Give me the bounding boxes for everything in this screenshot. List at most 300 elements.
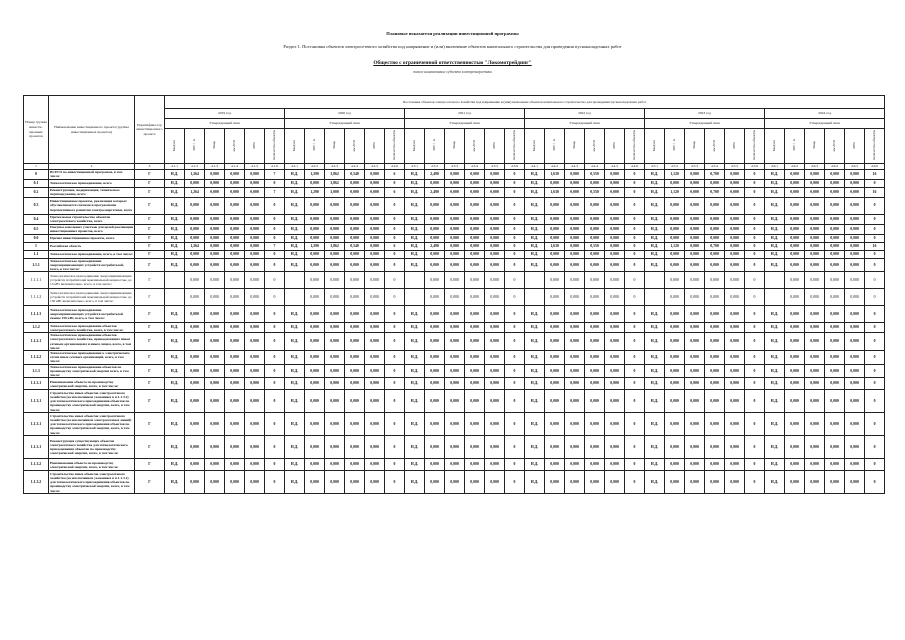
row-value: [405, 272, 425, 289]
row-project-id: Г: [135, 364, 165, 378]
row-value: 0,000: [825, 214, 845, 224]
row-value: 0,000: [705, 289, 725, 306]
row-value: 0,000: [325, 390, 345, 413]
row-value: 6: [385, 242, 405, 250]
row-project-name: Строительство иных объектов электросетевого хозяйства (за исключением указанных в п.1.1.3.1) для технологического присоединения объектов по производству электрической энергии, всего, в том числе:: [49, 471, 135, 494]
row-value: 6: [385, 169, 405, 179]
row-value: 0: [745, 234, 765, 242]
row-value: 0,000: [205, 169, 225, 179]
row-value: 0,000: [665, 289, 685, 306]
row-value: 0: [385, 306, 405, 323]
row-value: 0,550: [585, 169, 605, 179]
row-value: 0,000: [425, 258, 445, 272]
header-objects-count: [865, 129, 885, 164]
row-number: 1.1.1.3: [24, 306, 49, 323]
row-value: 0,000: [185, 306, 205, 323]
row-number: 1.1.3.2: [24, 459, 49, 471]
row-value: 0,000: [345, 459, 365, 471]
row-value: Н.Д.: [645, 333, 665, 351]
header-subcol-text: Мвар: [452, 141, 457, 149]
header-subcol: [225, 129, 245, 164]
row-value: 1,120: [665, 242, 685, 250]
row-value: 0,700: [705, 242, 725, 250]
row-value: 0,000: [565, 459, 585, 471]
row-value: 0,000: [685, 242, 705, 250]
row-value: Н.Д.: [285, 214, 305, 224]
row-value: 0: [625, 187, 645, 197]
row-value: 16: [865, 169, 885, 179]
row-project-name: Инвестиционные проекты, реализация которых обуславливается схемами и программами перспективного развития электроэнергетики, всего: [49, 197, 135, 214]
row-value: 0,000: [805, 390, 825, 413]
row-value: 0: [745, 197, 765, 214]
table-row: [24, 179, 885, 187]
row-value: 0,000: [205, 234, 225, 242]
header-subcol: [605, 129, 625, 164]
row-value: Н.Д.: [285, 351, 305, 365]
row-value: 0,000: [205, 351, 225, 365]
row-value: 1,120: [665, 169, 685, 179]
row-value: 0,000: [465, 250, 485, 258]
row-value: 0,000: [665, 214, 685, 224]
row-value: 0,000: [545, 436, 565, 459]
row-value: 0,000: [465, 306, 485, 323]
row-value: 0,000: [705, 413, 725, 436]
row-project-name: Строительство иных объектов электросетевого хозяйства (за исключением указанных в п.1.1.3.2) для технологического присоединения объектов по производству электрической энергии, всего, в том числе:: [49, 390, 135, 413]
header-subcol: [725, 129, 745, 164]
row-value: 0: [745, 250, 765, 258]
row-value: 0: [385, 390, 405, 413]
row-value: 0,000: [585, 333, 605, 351]
row-value: 0,000: [585, 378, 605, 390]
row-value: 0,000: [485, 459, 505, 471]
row-value: 0: [865, 224, 885, 234]
header-plan-3: Утвержденный план: [525, 119, 645, 129]
row-project-id: Г: [135, 323, 165, 333]
header-subcol-text: км ЛЭП: [472, 139, 477, 151]
row-value: 0,000: [805, 351, 825, 365]
row-value: 0,000: [245, 459, 265, 471]
row-value: 0,000: [605, 242, 625, 250]
row-value: 0,000: [825, 169, 845, 179]
header-objects-count: [265, 129, 285, 164]
row-value: 0,000: [205, 187, 225, 197]
column-number: 4.2.5: [365, 164, 385, 170]
row-value: 0,000: [665, 306, 685, 323]
row-project-id: Г: [135, 187, 165, 197]
row-value: Н.Д.: [405, 471, 425, 494]
row-value: 0: [385, 234, 405, 242]
row-value: 0,000: [465, 333, 485, 351]
row-value: 0,000: [685, 471, 705, 494]
row-value: Н.Д.: [405, 242, 425, 250]
header-subcol: [585, 129, 605, 164]
row-value: 0,000: [565, 364, 585, 378]
row-value: 0,000: [185, 272, 205, 289]
row-value: 0,000: [545, 289, 565, 306]
header-subcol-text: Мвар: [572, 141, 577, 149]
header-subcol-text: Квартал: [412, 139, 417, 151]
row-project-id: Г: [135, 250, 165, 258]
header-year-1: 2020 год: [285, 109, 405, 119]
row-value: 0,000: [825, 272, 845, 289]
header-objects-count-text: Количество объектов: [632, 130, 637, 161]
row-value: Н.Д.: [765, 471, 785, 494]
row-project-id: Г: [135, 306, 165, 323]
row-value: Н.Д.: [165, 258, 185, 272]
row-value: 0,000: [325, 471, 345, 494]
row-value: 0,000: [705, 179, 725, 187]
row-value: 0,000: [665, 471, 685, 494]
row-value: 0: [505, 333, 525, 351]
row-project-name: Технологическое присоединение энергопринимающих устройств потребителей, всего, в том числе:: [49, 258, 135, 272]
row-value: Н.Д.: [525, 333, 545, 351]
row-value: 0: [385, 258, 405, 272]
row-value: 0,000: [725, 214, 745, 224]
row-value: 0: [265, 306, 285, 323]
row-value: Н.Д.: [645, 258, 665, 272]
row-value: 0,000: [685, 197, 705, 214]
row-value: 0,000: [705, 471, 725, 494]
row-value: 0,000: [245, 289, 265, 306]
row-project-name: Технологическое присоединение, всего, в том числе:: [49, 250, 135, 258]
row-value: 0,000: [705, 333, 725, 351]
document-title: Плановые показатели реализации инвестиционной программы: [386, 31, 519, 36]
header-subcol: [705, 129, 725, 164]
row-value: Н.Д.: [405, 333, 425, 351]
row-value: 0,000: [365, 436, 385, 459]
row-value: 0,000: [665, 258, 685, 272]
row-value: 0,000: [605, 364, 625, 378]
column-number: 4.3.6: [505, 164, 525, 170]
row-value: 0: [265, 413, 285, 436]
row-value: Н.Д.: [285, 413, 305, 436]
row-value: 0,000: [225, 242, 245, 250]
row-value: 0,000: [665, 224, 685, 234]
row-value: 0,000: [585, 436, 605, 459]
row-value: 0,000: [825, 187, 845, 197]
row-value: 0,000: [485, 197, 505, 214]
row-value: 0,000: [245, 351, 265, 365]
row-value: 0,000: [325, 351, 345, 365]
row-value: 0: [385, 289, 405, 306]
header-year-0: 2019 год: [165, 109, 285, 119]
row-value: 0,000: [485, 187, 505, 197]
header-subcol: [765, 129, 785, 164]
row-value: 0,000: [485, 272, 505, 289]
row-value: 0: [745, 242, 765, 250]
row-project-name: Технологическое присоединение объектов по производству электрической энергии всего, в том числе:: [49, 364, 135, 378]
row-value: 0,000: [685, 272, 705, 289]
row-value: 0,000: [205, 179, 225, 187]
row-value: 0: [745, 187, 765, 197]
row-value: 0,000: [485, 214, 505, 224]
row-value: 0,000: [685, 258, 705, 272]
row-value: 0: [505, 364, 525, 378]
row-value: 0,000: [705, 214, 725, 224]
row-value: 0: [505, 242, 525, 250]
header-subcol-text: МВт: [852, 141, 857, 149]
header-subcol: [825, 129, 845, 164]
row-value: 0: [505, 214, 525, 224]
row-value: 0: [265, 390, 285, 413]
column-number: 4.6.3: [805, 164, 825, 170]
row-value: Н.Д.: [285, 390, 305, 413]
row-value: 0: [745, 413, 765, 436]
table-row: [24, 258, 885, 272]
row-value: Н.Д.: [165, 390, 185, 413]
row-project-name: Технологическое присоединение энергопринимающих устройств потребителей свыше 150 кВт, всего, в том числе:: [49, 306, 135, 323]
row-value: Н.Д.: [645, 459, 665, 471]
row-value: 0,000: [325, 364, 345, 378]
header-plan-2: Утвержденный план: [405, 119, 525, 129]
column-number: 4.1.4: [225, 164, 245, 170]
row-value: 0,000: [365, 306, 385, 323]
row-value: Н.Д.: [285, 224, 305, 234]
row-project-name: Наименование объекта по производству электрической энергии, всего, в том числе:: [49, 378, 135, 390]
row-value: 0,000: [805, 333, 825, 351]
row-value: Н.Д.: [765, 258, 785, 272]
row-value: 0,000: [705, 459, 725, 471]
row-value: 0,000: [565, 436, 585, 459]
row-value: 0,000: [785, 258, 805, 272]
header-subcol-text: Квартал: [772, 139, 777, 151]
header-subcol-text: МВт: [372, 141, 377, 149]
table-row: [24, 413, 885, 436]
row-value: Н.Д.: [405, 187, 425, 197]
row-project-id: Г: [135, 179, 165, 187]
row-value: 0,000: [545, 258, 565, 272]
row-value: 0,000: [425, 413, 445, 436]
row-value: Н.Д.: [285, 258, 305, 272]
row-value: 0,000: [225, 250, 245, 258]
row-value: 0,000: [325, 378, 345, 390]
row-value: 0,000: [305, 258, 325, 272]
row-value: 0,000: [365, 413, 385, 436]
row-value: 0,000: [605, 306, 625, 323]
row-number: 1: [24, 242, 49, 250]
header-subcol-text: МВ×А: [672, 139, 677, 151]
row-value: Н.Д.: [525, 378, 545, 390]
row-value: 0,000: [425, 459, 445, 471]
row-value: 0,000: [785, 179, 805, 187]
row-value: 0,000: [445, 242, 465, 250]
row-value: 0: [505, 179, 525, 187]
row-value: Н.Д.: [645, 378, 665, 390]
row-project-name: Технологическое присоединение объектов электросетевого хозяйства, всего, в том числе:: [49, 323, 135, 333]
row-value: 0,000: [205, 459, 225, 471]
column-number: 4.1.1: [165, 164, 185, 170]
row-value: 0,000: [545, 197, 565, 214]
row-project-name: Технологическое присоединение энергопринимающих устройств потребителей максимальной мощностью до 15 кВт включительно, всего, в том числе:: [49, 272, 135, 289]
row-value: 0,000: [685, 323, 705, 333]
row-value: 0,000: [465, 436, 485, 459]
row-value: 1,630: [545, 169, 565, 179]
row-value: 0: [265, 459, 285, 471]
row-value: 0: [385, 197, 405, 214]
row-value: 0,000: [305, 471, 325, 494]
row-value: Н.Д.: [645, 390, 665, 413]
row-value: 0,000: [245, 224, 265, 234]
row-value: 0,000: [685, 179, 705, 187]
row-value: 0: [265, 471, 285, 494]
row-value: 0,000: [565, 258, 585, 272]
row-value: 0: [265, 323, 285, 333]
row-value: 0,000: [205, 272, 225, 289]
row-value: 0,000: [685, 169, 705, 179]
column-number: 4.5.1: [645, 164, 665, 170]
row-value: 0,000: [485, 436, 505, 459]
row-value: 0,000: [825, 436, 845, 459]
row-value: 0,000: [585, 306, 605, 323]
row-value: 0,000: [605, 413, 625, 436]
row-value: 0,000: [465, 242, 485, 250]
row-value: 0,000: [805, 436, 825, 459]
row-value: 0,000: [345, 378, 365, 390]
row-value: Н.Д.: [285, 459, 305, 471]
row-value: 0,000: [825, 306, 845, 323]
row-value: Н.Д.: [645, 187, 665, 197]
row-value: 0: [865, 390, 885, 413]
row-value: Н.Д.: [405, 179, 425, 187]
row-value: 0,000: [305, 179, 325, 187]
row-value: 0,000: [685, 333, 705, 351]
row-value: 0,000: [185, 214, 205, 224]
row-value: 0,000: [345, 258, 365, 272]
column-number: 4.6.1: [765, 164, 785, 170]
row-value: Н.Д.: [525, 224, 545, 234]
row-value: Н.Д.: [165, 378, 185, 390]
row-value: 0,000: [685, 306, 705, 323]
row-value: 0,000: [365, 214, 385, 224]
row-value: 0,000: [545, 364, 565, 378]
row-value: 0: [385, 378, 405, 390]
header-subcol: [545, 129, 565, 164]
row-number: 1.1.1.2: [24, 289, 49, 306]
row-value: Н.Д.: [405, 378, 425, 390]
column-number: 4.1.2: [185, 164, 205, 170]
row-value: 0,000: [305, 306, 325, 323]
row-number: 1.1.1.1: [24, 272, 49, 289]
row-value: 0,000: [805, 289, 825, 306]
row-value: 0,000: [705, 250, 725, 258]
row-value: 0: [265, 234, 285, 242]
row-value: 0,000: [785, 413, 805, 436]
row-value: Н.Д.: [165, 471, 185, 494]
row-value: 0,000: [445, 413, 465, 436]
row-value: 0,000: [565, 272, 585, 289]
column-number: 4.3.2: [425, 164, 445, 170]
table-row: [24, 224, 885, 234]
row-value: Н.Д.: [645, 436, 665, 459]
row-value: 0: [505, 323, 525, 333]
row-value: 0,000: [225, 169, 245, 179]
row-value: 0,000: [685, 289, 705, 306]
row-value: 0,000: [565, 390, 585, 413]
row-value: 0: [745, 471, 765, 494]
row-value: 0,000: [805, 224, 825, 234]
row-value: 7: [265, 242, 285, 250]
row-value: 0,000: [585, 272, 605, 289]
row-value: 0,000: [585, 234, 605, 242]
column-number: 1: [24, 164, 49, 170]
column-number: 4.3.5: [485, 164, 505, 170]
row-value: Н.Д.: [285, 197, 305, 214]
row-value: 0,000: [665, 323, 685, 333]
row-value: 1,290: [305, 187, 325, 197]
table-row: [24, 242, 885, 250]
row-value: 0: [865, 272, 885, 289]
row-value: 0,000: [445, 306, 465, 323]
row-value: 0,000: [305, 289, 325, 306]
row-value: 0: [625, 179, 645, 187]
row-value: 0,000: [325, 258, 345, 272]
row-value: Н.Д.: [165, 224, 185, 234]
row-value: 2,490: [425, 169, 445, 179]
row-number: 1.1.3.2: [24, 471, 49, 494]
row-value: 0: [385, 179, 405, 187]
row-value: 0,000: [725, 390, 745, 413]
row-value: Н.Д.: [285, 471, 305, 494]
row-value: 0,000: [225, 390, 245, 413]
row-value: 0,000: [605, 323, 625, 333]
header-objects-count-text: Количество объектов: [872, 130, 877, 161]
row-value: 0: [505, 169, 525, 179]
row-value: Н.Д.: [765, 413, 785, 436]
row-value: 0,000: [345, 351, 365, 365]
column-number: 3: [135, 164, 165, 170]
row-value: 0,000: [365, 187, 385, 197]
row-value: 0: [505, 258, 525, 272]
row-value: 0,000: [185, 364, 205, 378]
row-value: 0,000: [725, 413, 745, 436]
row-value: 0,540: [345, 242, 365, 250]
row-value: 0,000: [825, 258, 845, 272]
header-objects-count-text: Количество объектов: [392, 130, 397, 161]
row-project-name: Технологическое присоединение энергопринимающих устройств потребителей максимальной мощностью до 150 кВт включительно, всего, в том числе:: [49, 289, 135, 306]
row-value: 0,000: [485, 413, 505, 436]
row-value: 0,000: [325, 214, 345, 224]
header-subcol-text: км ЛЭП: [352, 139, 357, 151]
row-value: Н.Д.: [645, 306, 665, 323]
row-value: 0: [625, 197, 645, 214]
row-project-name: ВСЕГО по инвестиционной программе, в том числе:: [49, 169, 135, 179]
row-value: 0: [745, 390, 765, 413]
row-value: Н.Д.: [645, 351, 665, 365]
row-value: 0,000: [305, 224, 325, 234]
row-value: Н.Д.: [525, 242, 545, 250]
row-value: 0: [505, 390, 525, 413]
row-value: 0,000: [805, 306, 825, 323]
row-value: Н.Д.: [765, 306, 785, 323]
column-number: 4.2.3: [325, 164, 345, 170]
row-value: Н.Д.: [525, 306, 545, 323]
row-value: 0,000: [225, 333, 245, 351]
row-value: Н.Д.: [645, 179, 665, 187]
row-value: 0: [745, 436, 765, 459]
row-value: 0,000: [365, 272, 385, 289]
row-value: 0,000: [705, 258, 725, 272]
header-subcol-text: Квартал: [172, 139, 177, 151]
header-subcol-text: МВт: [612, 141, 617, 149]
row-value: Н.Д.: [285, 234, 305, 242]
row-value: 0: [865, 258, 885, 272]
row-value: 0: [625, 306, 645, 323]
row-value: 0,000: [685, 413, 705, 436]
row-value: 0,000: [665, 234, 685, 242]
row-value: 0,000: [345, 436, 365, 459]
header-subcol: [645, 129, 665, 164]
row-value: 0,000: [225, 224, 245, 234]
